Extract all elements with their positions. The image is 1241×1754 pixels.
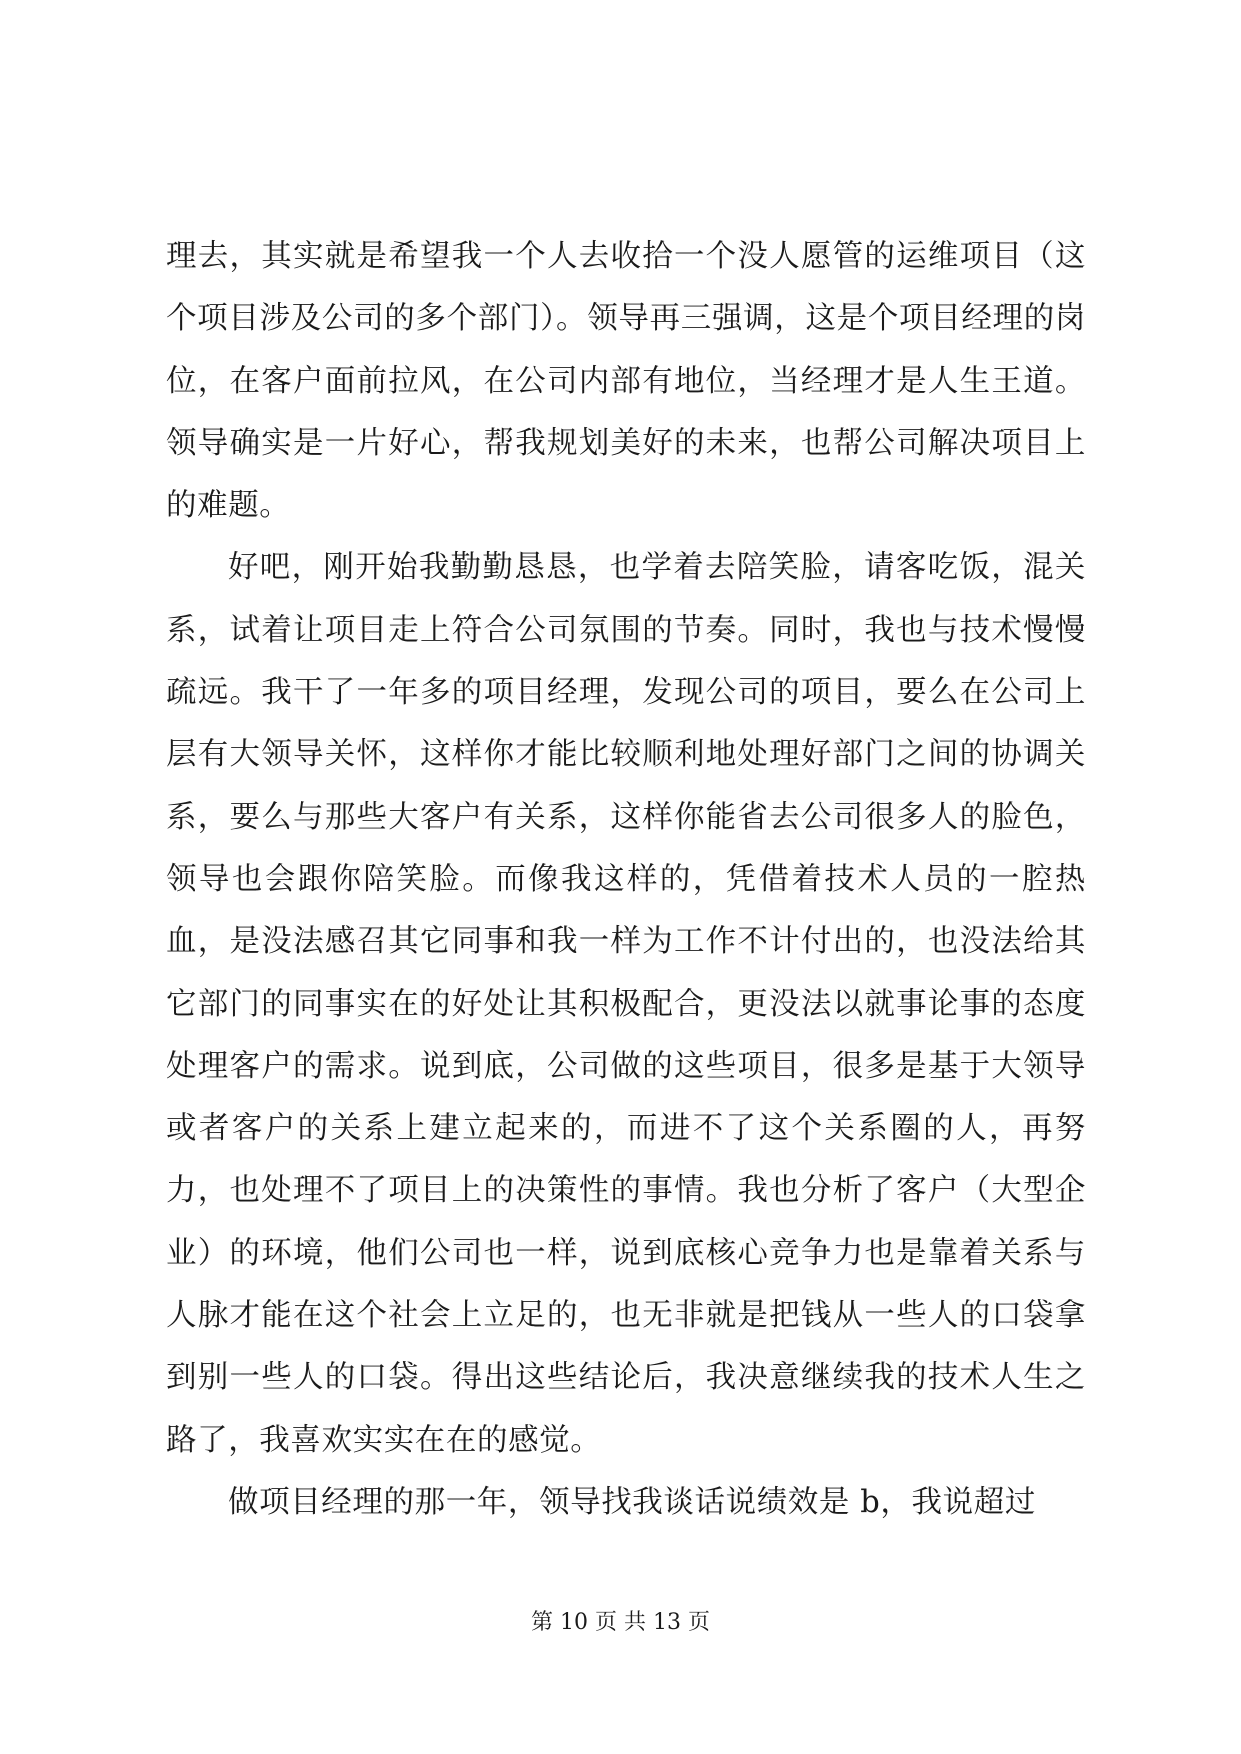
paragraph-continuation: 理去，其实就是希望我一个人去收拾一个没人愿管的运维项目（这个项目涉及公司的多个部门）。领导再三强调，这是个项目经理的岗位，在客户面前拉风，在公司内部有地位，当经理才是人生王道。领导确实是一片好心，帮我规划美好的未来，也帮公司解决项目上的难题。 bbox=[166, 239, 1086, 524]
paragraph-performance-review: 做项目经理的那一年，领导找我谈话说绩效是 b，我说超过 bbox=[228, 1484, 1036, 1520]
paragraph-project-manager-experience: 好吧，刚开始我勤勤恳恳，也学着去陪笑脸，请客吃饭，混关系，试着让项目走上符合公司氛围的节奏。同时，我也与技术慢慢疏远。我干了一年多的项目经理，发现公司的项目，要么在公司上层有大领导关怀，这样你才能比较顺利地处理好部门之间的协调关系，要么与那些大客户有关系，这样你能省去公司很多人的脸色，领导也会跟你陪笑脸。而像我这样的，凭借着技术人员的一腔热血，是没法感召其它同事和我一样为工作不计付出的，也没法给其它部门的同事实在的好处让其积极配合，更没法以就事论事的态度处理客户的需求。说到底，公司做的这些项目，很多是基于大领导或者客户的关系上建立起来的，而进不了这个关系圈的人，再努力，也处理不了项目上的决策性的事情。我也分析了客户（大型企业）的环境，他们公司也一样，说到底核心竞争力也是靠着关系与人脉才能在这个社会上立足的，也无非就是把钱从一些人的口袋拿到别一些人的口袋。得出这些结论后，我决意继续我的技术人生之路了，我喜欢实实在在的感觉。 bbox=[166, 550, 1086, 1458]
page-footer: 第 10 页 共 13 页 bbox=[531, 1610, 710, 1635]
body-text bbox=[166, 226, 1086, 1534]
